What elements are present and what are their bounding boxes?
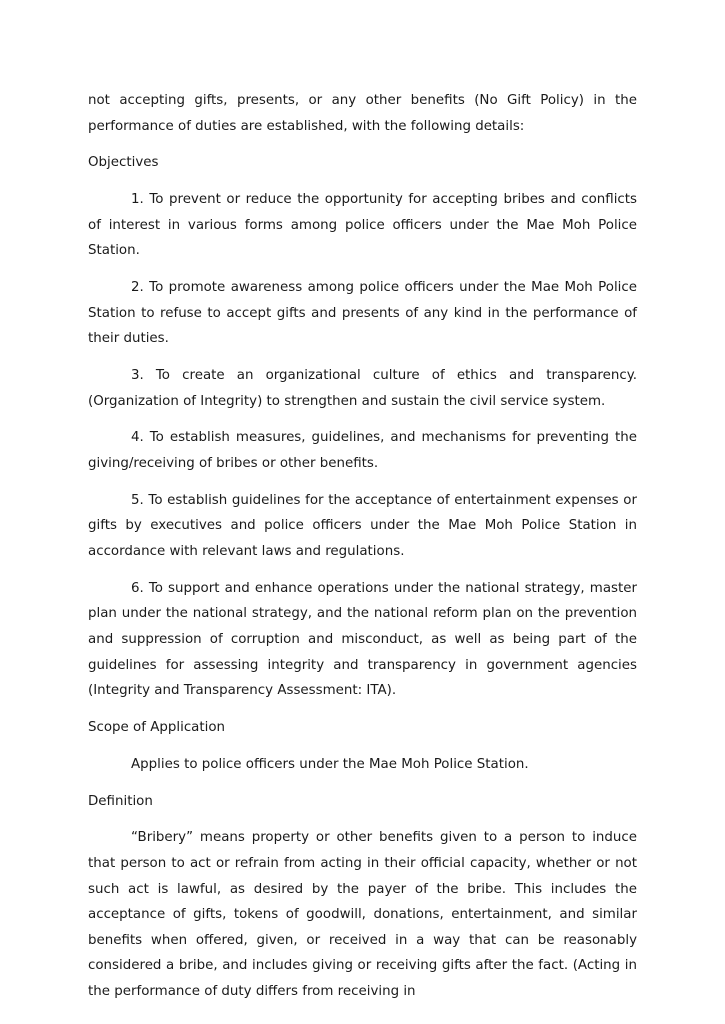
objective-item-2: 2. To promote awareness among police officers under the Mae Moh Police Station to refuse to accept gifts and presents of any kind in the performance of their duties. [88,280,637,347]
objective-item-4: 4. To establish measures, guidelines, and mechanisms for preventing the giving/receiving of bribes or other benefits. [88,430,637,472]
definition-heading: Definition [88,793,153,809]
objectives-heading: Objectives [88,155,159,171]
objective-item-3: 3. To create an organizational culture of ethics and transparency. (Organization of Integrity) to strengthen and sustain the civil service system. [88,368,637,409]
objective-item-5: 5. To establish guidelines for the acceptance of entertainment expenses or gifts by executives and police officers under the Mae Moh Police Station in accordance with relevant laws and regulations. [88,492,637,560]
objective-item-6: 6. To support and enhance operations under the national strategy, master plan under the national strategy, and the national reform plan on the prevention and suppression of corruption and misconduct, as well as being part of the guidelines for assessing integrity and transparency in government agencies (Integrity and Transparency Assessment: ITA). [88,580,637,699]
definition-paragraph: “Bribery” means property or other benefits given to a person to induce that person to act or refrain from acting in their official capacity, whether or not such act is lawful, as desired by the payer of the bribe. This includes the acceptance of gifts, tokens of goodwill, donations, entertainment, and similar benefits when offered, given, or received in a way that can be reasonably considered a bribe, and includes giving or receiving gifts after the fact. (Acting in the performance of duty differs from receiving in [88,830,637,999]
scope-paragraph: Applies to police officers under the Mae Moh Police Station. [131,756,529,772]
document-body [88,88,637,1004]
intro-paragraph: not accepting gifts, presents, or any other benefits (No Gift Policy) in the performance of duties are established, with the following details: [88,93,637,134]
objective-item-1: 1. To prevent or reduce the opportunity for accepting bribes and conflicts of interest in various forms among police officers under the Mae Moh Police Station. [88,192,637,259]
scope-heading: Scope of Application [88,719,226,735]
